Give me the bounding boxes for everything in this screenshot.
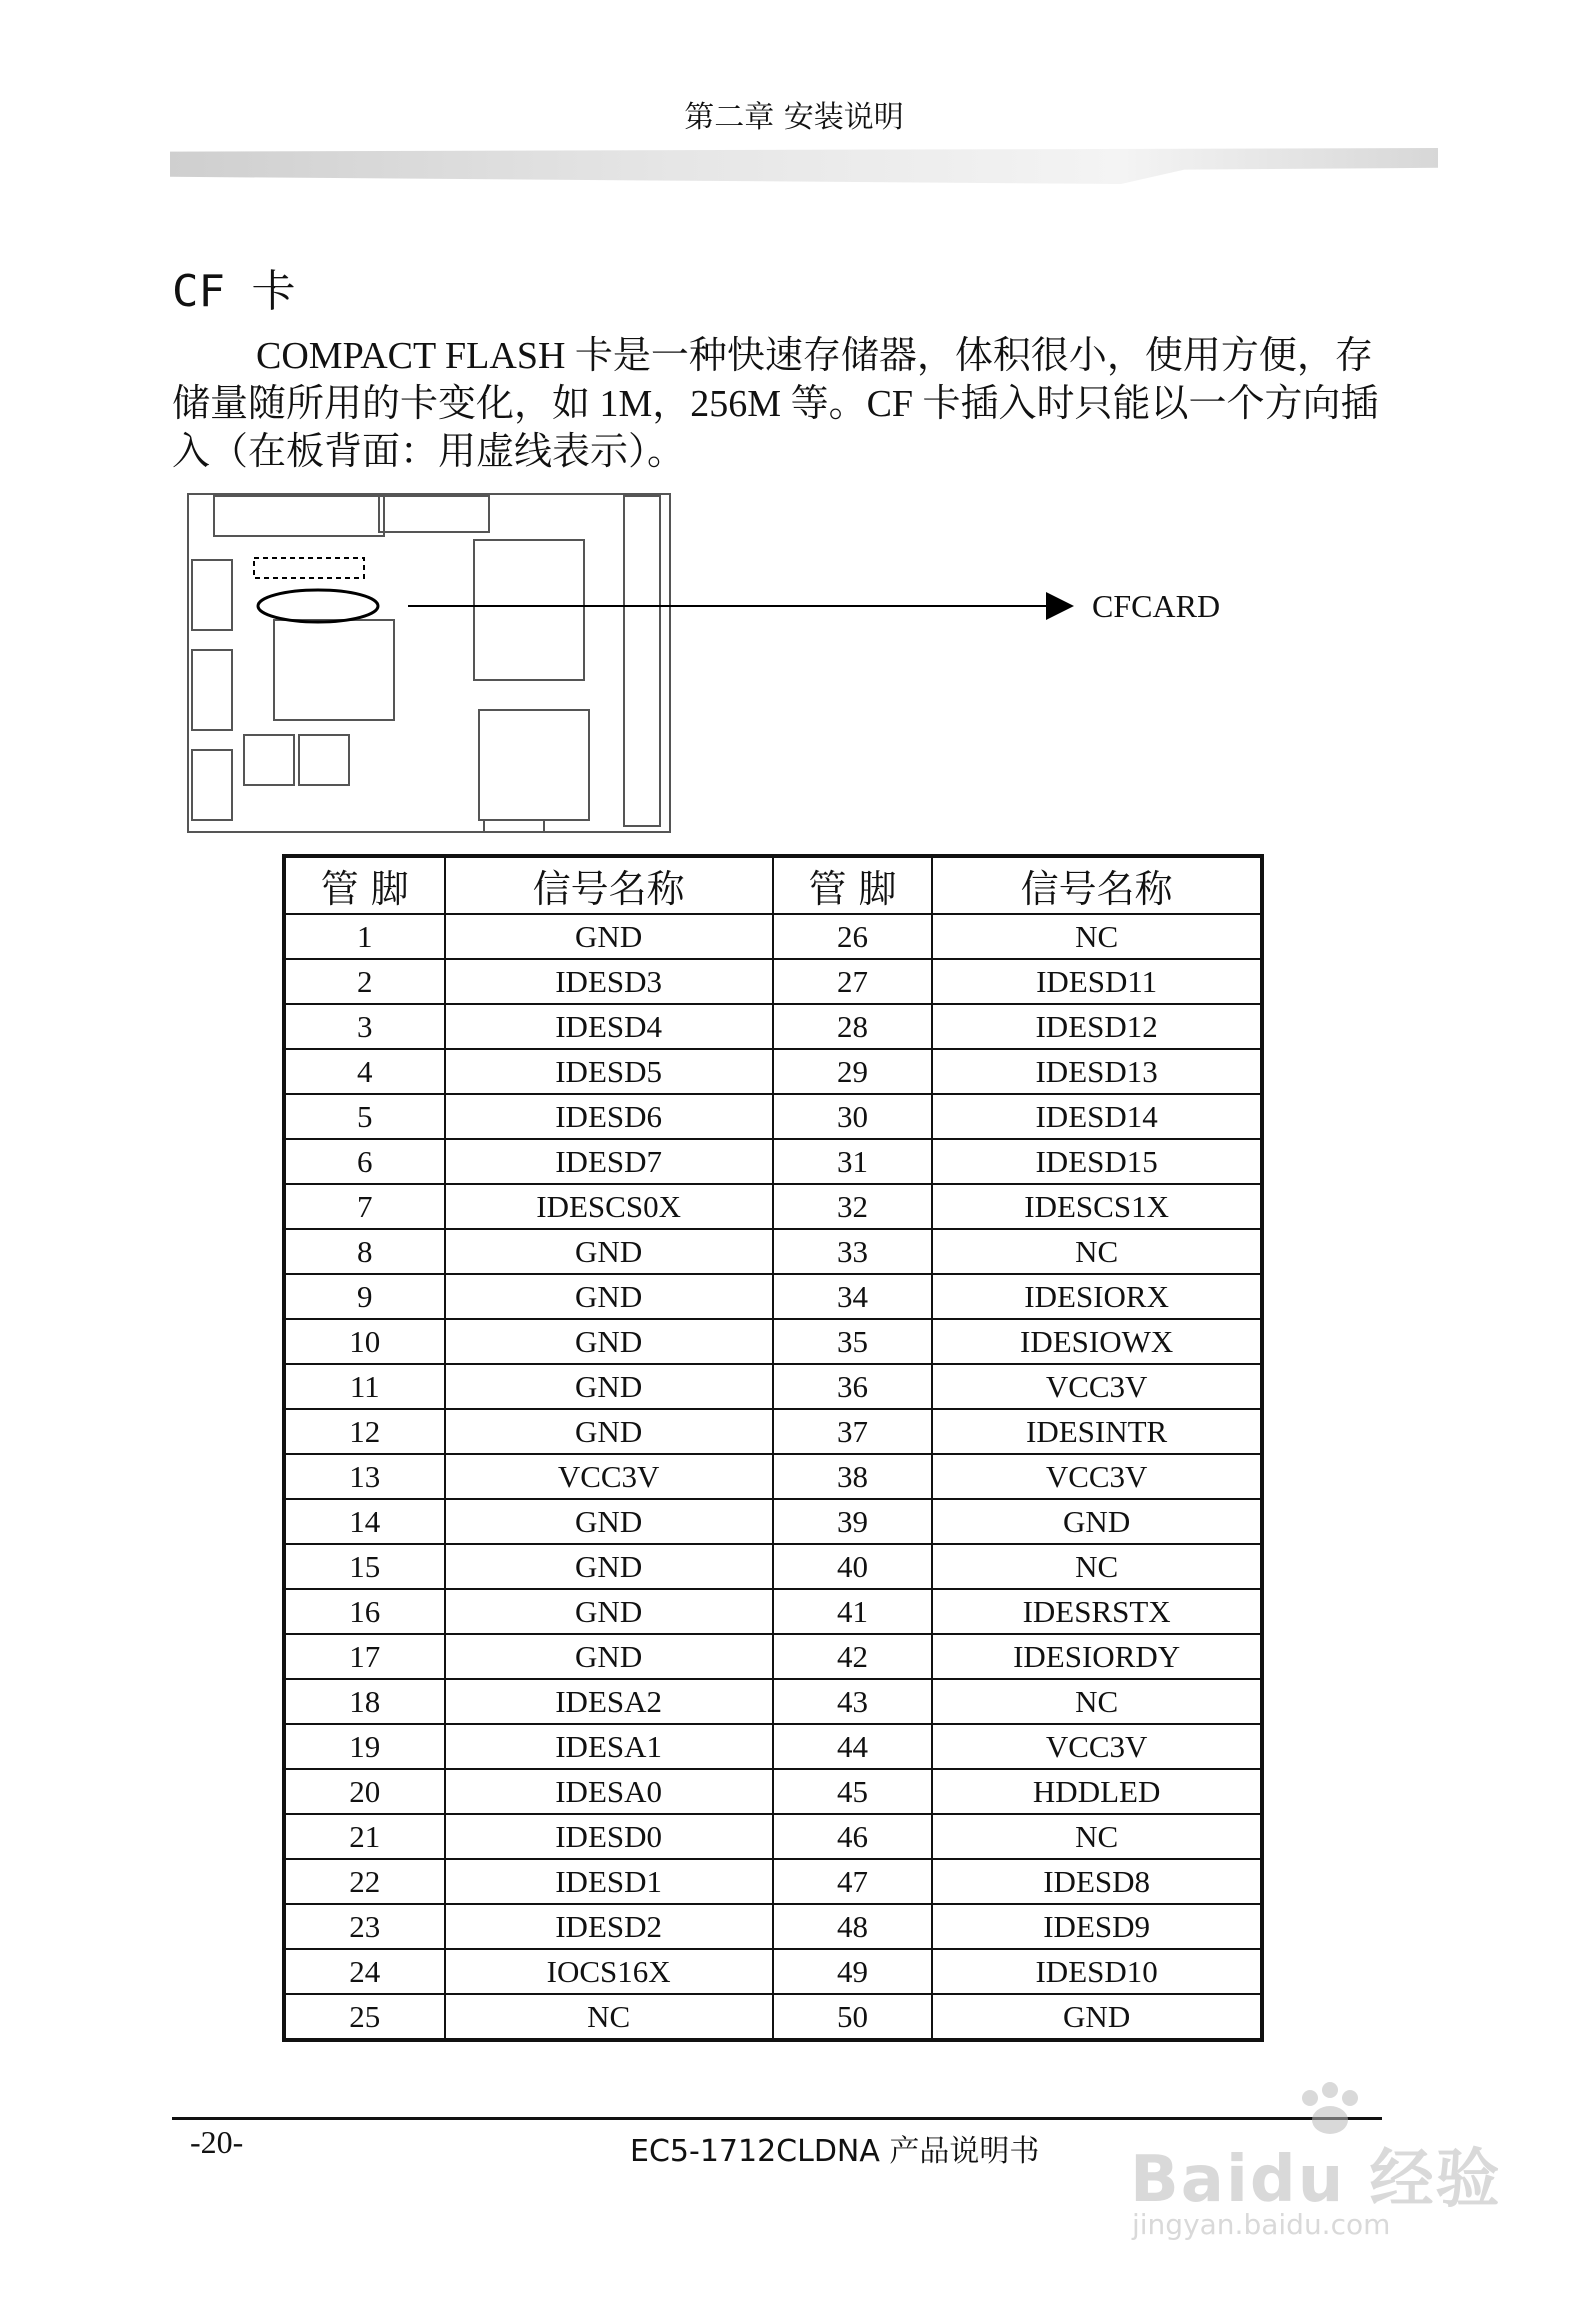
table-row: [284, 1274, 1262, 1319]
board-ram-b: [299, 735, 349, 785]
table-row: [284, 1004, 1262, 1049]
pin-number-cell: 24: [284, 1949, 445, 1994]
pin-header: 管 脚: [773, 856, 933, 914]
pin-number-cell: 29: [773, 1049, 933, 1094]
table-row: [284, 914, 1262, 959]
table-row: [284, 1049, 1262, 1094]
pin-number-cell: 4: [284, 1049, 445, 1094]
signal-name-cell: IDESIORDY: [932, 1634, 1262, 1679]
table-row: [284, 1229, 1262, 1274]
board-port-left-b: [192, 650, 232, 730]
pin-number-cell: 28: [773, 1004, 933, 1049]
table-row: [284, 1409, 1262, 1454]
pin-number-cell: 37: [773, 1409, 933, 1454]
board-diagram: [184, 490, 674, 836]
pin-number-cell: 5: [284, 1094, 445, 1139]
pin-number-cell: 3: [284, 1004, 445, 1049]
pin-number-cell: 13: [284, 1454, 445, 1499]
signal-name-cell: VCC3V: [445, 1454, 773, 1499]
table-row: [284, 959, 1262, 1004]
board-connector-top-mid: [379, 496, 489, 532]
table-row: [284, 1499, 1262, 1544]
signal-name-cell: IDESA0: [445, 1769, 773, 1814]
signal-name-cell: IDESD8: [932, 1859, 1262, 1904]
pin-number-cell: 20: [284, 1769, 445, 1814]
signal-name-cell: IDESD5: [445, 1049, 773, 1094]
signal-name-cell: IDESA2: [445, 1679, 773, 1724]
signal-name-cell: GND: [445, 1499, 773, 1544]
signal-name-cell: GND: [445, 1319, 773, 1364]
signal-name-cell: GND: [445, 1229, 773, 1274]
pin-number-cell: 39: [773, 1499, 933, 1544]
pin-number-cell: 14: [284, 1499, 445, 1544]
pin-number-cell: 36: [773, 1364, 933, 1409]
signal-name-cell: NC: [932, 1229, 1262, 1274]
signal-name-cell: IDESD15: [932, 1139, 1262, 1184]
pin-number-cell: 8: [284, 1229, 445, 1274]
signal-name-cell: IDESD2: [445, 1904, 773, 1949]
table-row: [284, 1859, 1262, 1904]
watermark-brand: Baidu 经验: [1130, 2143, 1502, 2217]
table-row: [284, 1769, 1262, 1814]
pin-number-cell: 10: [284, 1319, 445, 1364]
pin-number-cell: 25: [284, 1994, 445, 2040]
pin-number-cell: 15: [284, 1544, 445, 1589]
pin-number-cell: 16: [284, 1589, 445, 1634]
pin-number-cell: 33: [773, 1229, 933, 1274]
signal-name-cell: IDESCS0X: [445, 1184, 773, 1229]
cf-card-highlight: [258, 590, 378, 622]
pin-number-cell: 19: [284, 1724, 445, 1769]
signal-name-cell: GND: [445, 1634, 773, 1679]
cf-card-area: [254, 558, 364, 578]
pin-number-cell: 17: [284, 1634, 445, 1679]
signal-header: 信号名称: [445, 856, 773, 914]
footer-doc-title: EC5-1712CLDNA 产品说明书: [630, 2134, 1040, 2169]
signal-name-cell: IDESD12: [932, 1004, 1262, 1049]
pin-number-cell: 32: [773, 1184, 933, 1229]
signal-name-cell: HDDLED: [932, 1769, 1262, 1814]
pin-number-cell: 9: [284, 1274, 445, 1319]
signal-name-cell: IDESD0: [445, 1814, 773, 1859]
signal-name-cell: IDESIOWX: [932, 1319, 1262, 1364]
signal-name-cell: VCC3V: [932, 1724, 1262, 1769]
board-ram-a: [244, 735, 294, 785]
table-row: [284, 1094, 1262, 1139]
board-port-left-a: [192, 560, 232, 630]
pin-number-cell: 43: [773, 1679, 933, 1724]
pin-number-cell: 45: [773, 1769, 933, 1814]
board-port-left-c: [192, 750, 232, 820]
pin-number-cell: 21: [284, 1814, 445, 1859]
table-row: [284, 1364, 1262, 1409]
signal-name-cell: IDESD7: [445, 1139, 773, 1184]
board-chip-b: [479, 710, 589, 820]
signal-name-cell: NC: [932, 914, 1262, 959]
table-row: [284, 1904, 1262, 1949]
page-header-title: 第二章 安装说明: [684, 100, 904, 135]
signal-name-cell: IOCS16X: [445, 1949, 773, 1994]
signal-name-cell: VCC3V: [932, 1364, 1262, 1409]
pin-number-cell: 2: [284, 959, 445, 1004]
pin-table: [282, 854, 1264, 2042]
signal-name-cell: IDESD1: [445, 1859, 773, 1904]
pin-number-cell: 6: [284, 1139, 445, 1184]
pin-number-cell: 34: [773, 1274, 933, 1319]
baidu-watermark: [1130, 2080, 1530, 2250]
signal-header: 信号名称: [932, 856, 1262, 914]
signal-name-cell: IDESD3: [445, 959, 773, 1004]
signal-name-cell: IDESD9: [932, 1904, 1262, 1949]
section-title: CF 卡: [172, 266, 296, 317]
pin-number-cell: 41: [773, 1589, 933, 1634]
pin-number-cell: 50: [773, 1994, 933, 2040]
pin-number-cell: 31: [773, 1139, 933, 1184]
signal-name-cell: GND: [445, 914, 773, 959]
table-row: [284, 1814, 1262, 1859]
signal-name-cell: GND: [932, 1499, 1262, 1544]
pin-number-cell: 44: [773, 1724, 933, 1769]
board-slot-right: [624, 496, 660, 826]
pin-number-cell: 27: [773, 959, 933, 1004]
watermark-url: jingyan.baidu.com: [1132, 2208, 1391, 2241]
signal-name-cell: GND: [445, 1544, 773, 1589]
signal-name-cell: IDESRSTX: [932, 1589, 1262, 1634]
signal-name-cell: NC: [932, 1679, 1262, 1724]
pin-number-cell: 18: [284, 1679, 445, 1724]
table-row: [284, 1319, 1262, 1364]
signal-name-cell: IDESD10: [932, 1949, 1262, 1994]
signal-name-cell: NC: [445, 1994, 773, 2040]
table-row: [284, 1724, 1262, 1769]
table-row: [284, 1139, 1262, 1184]
table-row: [284, 1544, 1262, 1589]
pin-number-cell: 38: [773, 1454, 933, 1499]
pin-header: 管 脚: [284, 856, 445, 914]
signal-name-cell: GND: [445, 1589, 773, 1634]
pin-table-body: [284, 914, 1262, 2040]
table-row: [284, 1634, 1262, 1679]
board-chip-a: [474, 540, 584, 680]
signal-name-cell: IDESIORX: [932, 1274, 1262, 1319]
signal-name-cell: IDESD6: [445, 1094, 773, 1139]
board-outline: [188, 494, 670, 832]
pin-number-cell: 11: [284, 1364, 445, 1409]
signal-name-cell: IDESD4: [445, 1004, 773, 1049]
pin-number-cell: 48: [773, 1904, 933, 1949]
signal-name-cell: GND: [932, 1994, 1262, 2040]
signal-name-cell: IDESD11: [932, 959, 1262, 1004]
pin-number-cell: 35: [773, 1319, 933, 1364]
table-row: [284, 1949, 1262, 1994]
signal-name-cell: GND: [445, 1274, 773, 1319]
board-chip-c: [274, 620, 394, 720]
pin-number-cell: 22: [284, 1859, 445, 1904]
header-decorative-bar: [170, 148, 1438, 184]
pin-number-cell: 42: [773, 1634, 933, 1679]
pin-number-cell: 26: [773, 914, 933, 959]
signal-name-cell: GND: [445, 1409, 773, 1454]
board-connector-top-left: [214, 496, 384, 536]
table-row: [284, 1994, 1262, 2040]
signal-name-cell: NC: [932, 1544, 1262, 1589]
pin-number-cell: 46: [773, 1814, 933, 1859]
table-row: [284, 1184, 1262, 1229]
table-row: [284, 1454, 1262, 1499]
signal-name-cell: GND: [445, 1364, 773, 1409]
pin-number-cell: 1: [284, 914, 445, 959]
cf-card-label: CFCARD: [1092, 588, 1221, 624]
pin-number-cell: 12: [284, 1409, 445, 1454]
arrowhead-icon: [1046, 592, 1074, 620]
page-number: -20-: [190, 2124, 244, 2160]
signal-name-cell: IDESD13: [932, 1049, 1262, 1094]
pin-number-cell: 40: [773, 1544, 933, 1589]
table-row: [284, 1679, 1262, 1724]
signal-name-cell: IDESA1: [445, 1724, 773, 1769]
signal-name-cell: NC: [932, 1814, 1262, 1859]
pin-number-cell: 49: [773, 1949, 933, 1994]
pin-number-cell: 30: [773, 1094, 933, 1139]
signal-name-cell: IDESD14: [932, 1094, 1262, 1139]
pin-number-cell: 47: [773, 1859, 933, 1904]
signal-name-cell: IDESCS1X: [932, 1184, 1262, 1229]
board-connector-bottom: [484, 820, 544, 832]
section-paragraph: COMPACT FLASH 卡是一种快速存储器，体积很小，使用方便，存储量随所用的卡变化，如 1M，256M 等。CF 卡插入时只能以一个方向插入（在板背面：用虚线表示）。: [172, 335, 1379, 473]
pin-table-header-row: [284, 856, 1262, 914]
signal-name-cell: VCC3V: [932, 1454, 1262, 1499]
table-row: [284, 1589, 1262, 1634]
pin-number-cell: 7: [284, 1184, 445, 1229]
callout-arrow: [674, 576, 1074, 636]
pin-number-cell: 23: [284, 1904, 445, 1949]
signal-name-cell: IDESINTR: [932, 1409, 1262, 1454]
